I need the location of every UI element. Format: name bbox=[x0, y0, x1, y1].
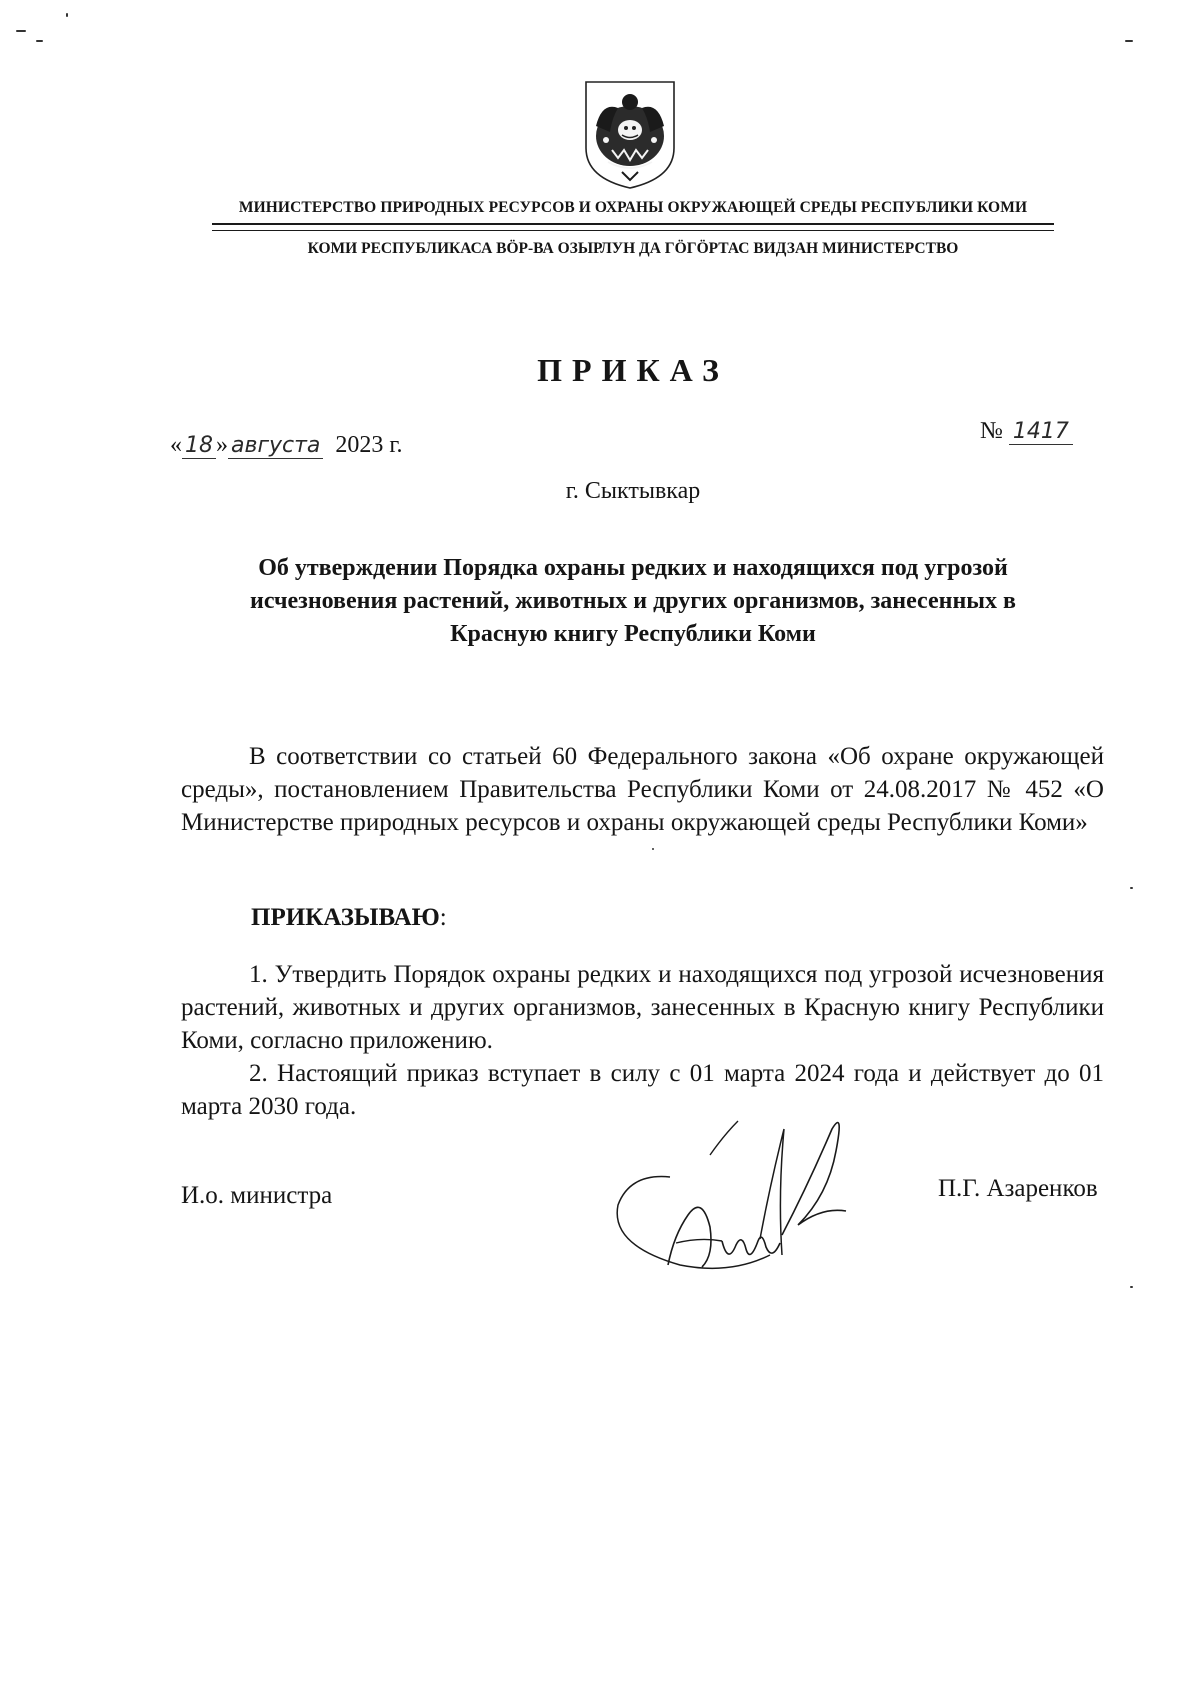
ministry-name-russian: МИНИСТЕРСТВО ПРИРОДНЫХ РЕСУРСОВ И ОХРАНЫ ОКРУЖАЮЩЕЙ СРЕДЫ РЕСПУБЛИКИ КОМИ bbox=[238, 199, 1028, 216]
scan-speck bbox=[36, 40, 43, 42]
order-item-2: 2. Настоящий приказ вступает в силу с 01 марта 2024 года и действует до 01 марта 2030 года. bbox=[181, 1060, 1104, 1120]
document-subject: Об утверждении Порядка охраны редких и находящихся под угрозой исчезновения растений, животных и других организмов, занесенных в Красную книгу Республики Коми bbox=[249, 555, 1016, 647]
number-value: 1417 bbox=[1009, 419, 1073, 445]
scan-speck bbox=[1130, 887, 1133, 889]
ministry-name-komi: КОМИ РЕСПУБЛИКАСА ВӦР-ВА ОЗЫРЛУН ДА ГӦГӦРТАС ВИДЗАН МИНИСТЕРСТВО bbox=[307, 240, 959, 257]
number-prefix: № bbox=[980, 418, 1003, 444]
order-word: ПРИКАЗЫВАЮ bbox=[251, 904, 440, 931]
document-title: ПРИКАЗ bbox=[537, 352, 729, 388]
signatory-position: И.о. министра bbox=[181, 1182, 333, 1209]
date-close-quote: » bbox=[216, 432, 228, 458]
document-city: г. Сыктывкар bbox=[565, 478, 701, 504]
scan-speck bbox=[1125, 40, 1133, 42]
order-colon: : bbox=[439, 904, 447, 931]
scan-speck bbox=[652, 848, 654, 850]
scan-speck bbox=[16, 30, 26, 32]
date-day: 18 bbox=[182, 433, 216, 459]
order-heading bbox=[251, 904, 447, 932]
date-month: августа bbox=[228, 433, 323, 459]
signatory-name: П.Г. Азаренков bbox=[938, 1175, 1098, 1202]
date-year: 2023 г. bbox=[335, 432, 403, 458]
date-open-quote: « bbox=[170, 432, 182, 458]
intro-paragraph: В соответствии со статьей 60 Федерального закона «Об охране окружающей среды», постановлением Правительства Республики Коми от 24.08.2017 № 452 «О Министерстве природных ресурсов и охраны окружающей среды Республики Коми» bbox=[181, 743, 1104, 836]
scan-speck bbox=[1130, 1286, 1133, 1288]
order-item-1: 1. Утвердить Порядок охраны редких и находящихся под угрозой исчезновения растений, животных и других организмов, занесенных в Красную книгу Республики Коми, согласно приложению. bbox=[181, 961, 1104, 1054]
document-date bbox=[170, 432, 403, 459]
handwritten-signature bbox=[610, 1115, 940, 1275]
scan-speck bbox=[66, 13, 68, 17]
komi-coat-of-arms-icon bbox=[582, 78, 678, 190]
header-rule-thin bbox=[212, 230, 1054, 231]
header-rule-thick bbox=[212, 223, 1054, 225]
document-number bbox=[980, 418, 1073, 445]
